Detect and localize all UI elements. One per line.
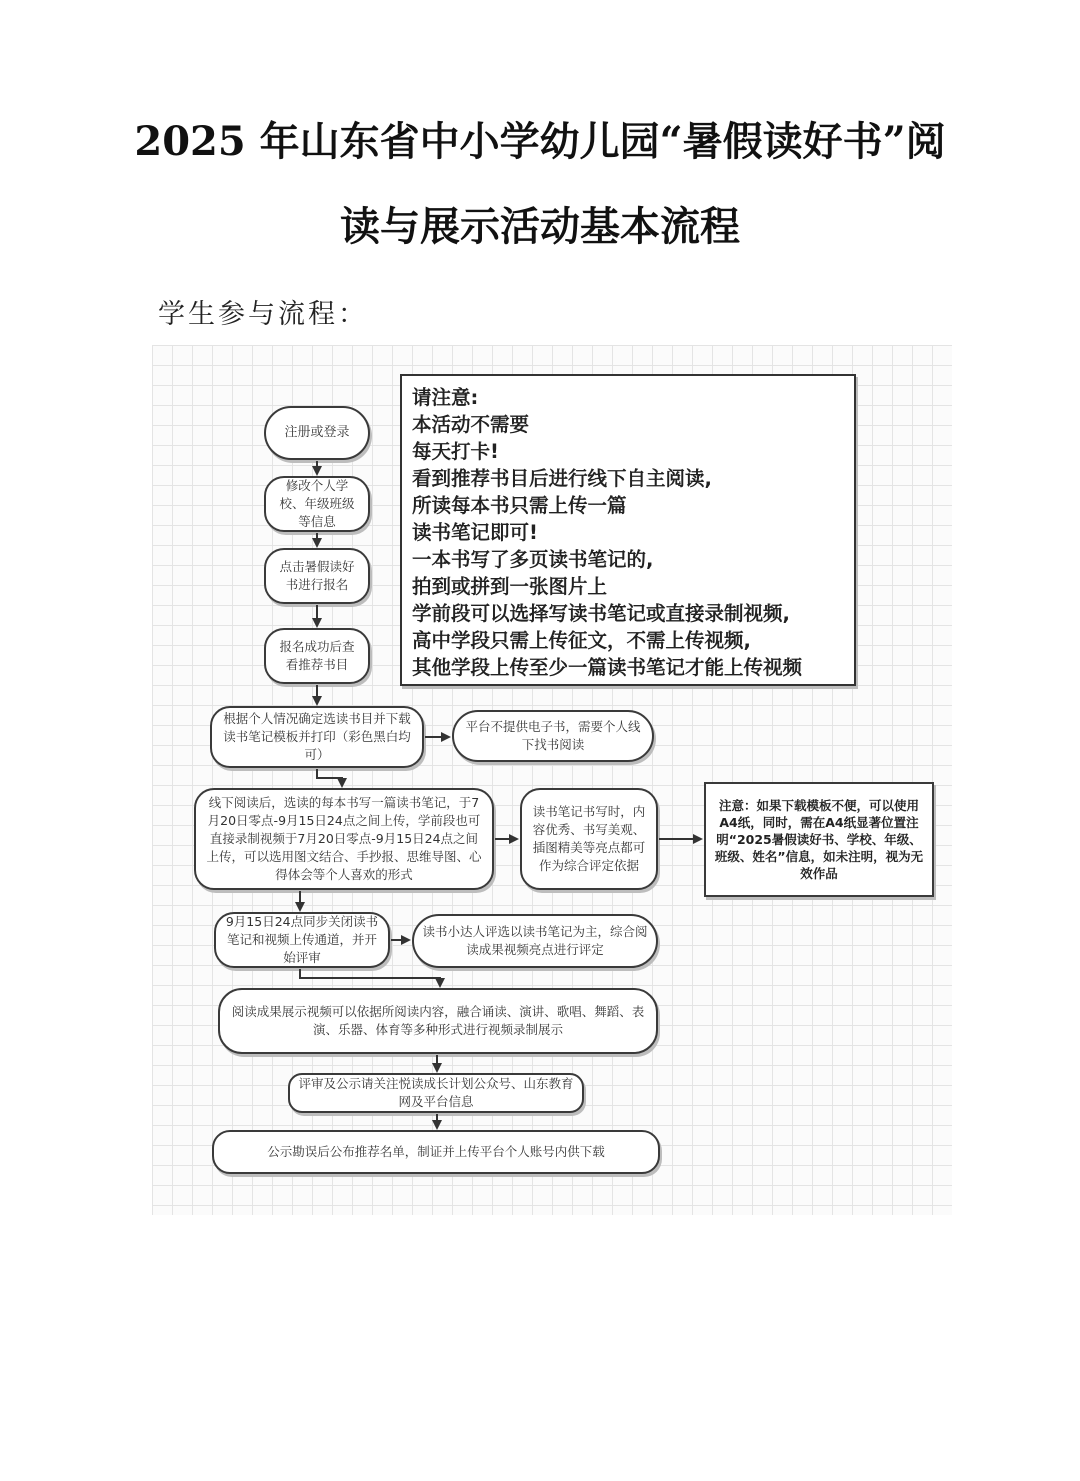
notice-line: 学前段可以选择写读书笔记或直接录制视频, (412, 602, 790, 625)
section-heading: 学生参与流程： (158, 299, 368, 330)
page-title-line-1: 2025 年山东省中小学幼儿园“暑假读好书”阅 (134, 118, 946, 165)
notice-line: 所读每本书只需上传一篇 (412, 494, 627, 517)
notice-line: 一本书写了多页读书笔记的, (412, 548, 654, 571)
step-review-notice: 评审及公示请关注悦读成长计划公众号、山东教育网及平台信息 (288, 1073, 584, 1113)
notice-line: 高中学段只需上传征文，不需上传视频, (412, 629, 751, 652)
step-video-show: 阅读成果展示视频可以依据所阅读内容，融合诵读、演讲、歌唱、舞蹈、表演、乐器、体育等多种形式进行视频录制展示 (218, 988, 658, 1054)
notice-line: 看到推荐书目后进行线下自主阅读, (412, 467, 712, 490)
notice-line: 每天打卡! (412, 440, 499, 463)
notice-line: 请注意: (412, 386, 479, 409)
step-view-books: 报名成功后查看推荐书目 (264, 628, 370, 684)
step-close-upload: 9月15日24点同步关闭读书笔记和视频上传通道，并开始评审 (214, 912, 390, 968)
step-evaluation: 读书小达人评选以读书笔记为主，综合阅读成果视频亮点进行评定 (412, 914, 658, 968)
notice-line: 读书笔记即可! (412, 521, 538, 544)
page-title-line-2: 读与展示活动基本流程 (340, 203, 740, 250)
notice-line: 拍到或拼到一张图片上 (412, 575, 608, 598)
step-modify-info: 修改个人学校、年级班级等信息 (264, 476, 370, 532)
step-read-offline: 线下阅读后，选读的每本书写一篇读书笔记，于7月20日零点-9月15日24点之间上传，学前段也可直接录制视频于7月20日零点-9月15日24点之间上传，可以选用图文结合、手抄报、思维导图、心得体会等个人喜欢的形式 (194, 788, 494, 890)
step-register: 注册或登录 (264, 406, 370, 460)
step-note-criteria: 读书笔记书写时，内容优秀、书写美观、插图精美等亮点都可作为综合评定依据 (520, 788, 658, 890)
step-choose-books: 根据个人情况确定选读书目并下载读书笔记模板并打印（彩色黑白均可） (210, 706, 424, 768)
template-note-box: 注意：如果下载模板不便，可以使用A4纸，同时，需在A4纸显著位置注明“2025暑假读好书、学校、年级、班级、姓名”信息，如未注明，视为无效作品 (704, 782, 934, 897)
step-signup: 点击暑假读好书进行报名 (264, 548, 370, 604)
notice-line: 本活动不需要 (412, 413, 530, 436)
step-no-ebook: 平台不提供电子书，需要个人线下找书阅读 (452, 710, 654, 762)
step-publish: 公示勘误后公布推荐名单，制证并上传平台个人账号内供下载 (212, 1130, 660, 1174)
notice-box (400, 374, 856, 686)
notice-line: 其他学段上传至少一篇读书笔记才能上传视频 (412, 656, 803, 679)
